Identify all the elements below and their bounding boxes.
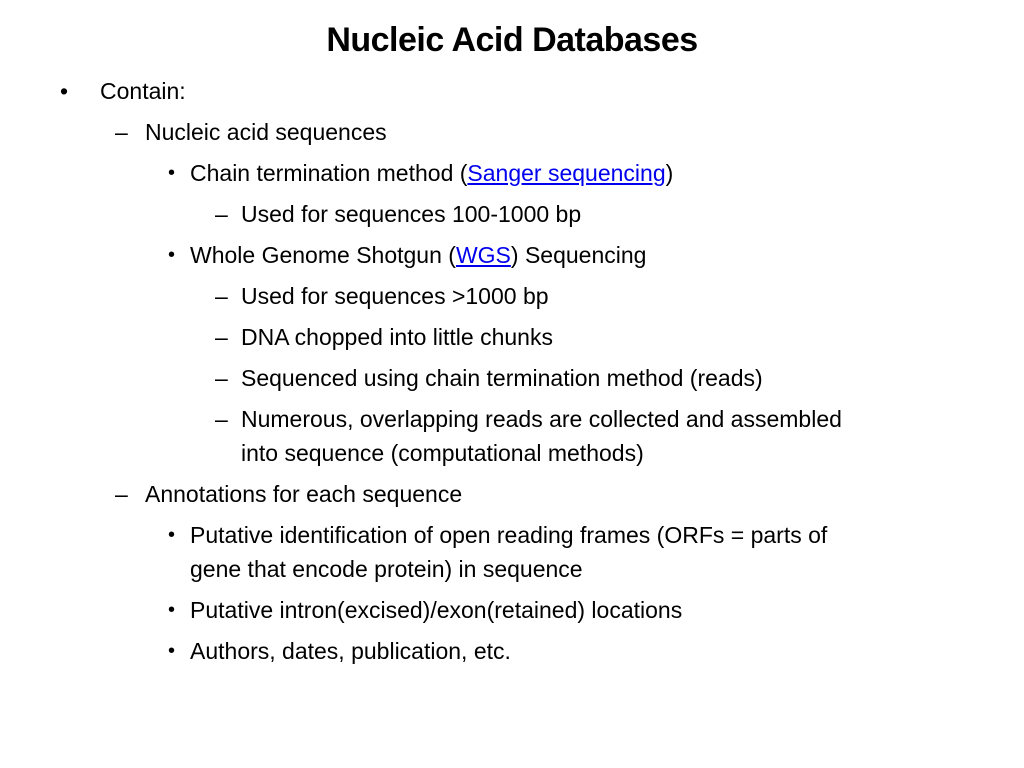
bullet-used-100-1000 (215, 197, 582, 231)
bullet-text-line2: into sequence (computational methods) (241, 440, 644, 466)
bullet-marker: • (60, 78, 69, 104)
bullet-text-prefix: Whole Genome Shotgun ( (190, 242, 456, 268)
sanger-sequencing-link[interactable]: Sanger sequencing (467, 160, 666, 186)
slide-title: Nucleic Acid Databases (326, 21, 698, 59)
bullet-text-line1: Putative identification of open reading frames (ORFs = parts of (190, 522, 828, 548)
bullet-text-suffix: ) (665, 160, 674, 186)
bullet-text-line1: Numerous, overlapping reads are collected and assembled (241, 406, 842, 432)
bullet-text: Used for sequences 100-1000 bp (241, 201, 582, 227)
bullet-text-prefix: Chain termination method ( (190, 160, 468, 186)
bullet-marker: • (168, 640, 176, 662)
bullet-authors (168, 634, 511, 668)
bullet-putative-orfs (168, 518, 828, 586)
bullet-text-suffix: ) Sequencing (510, 242, 647, 268)
bullet-marker: • (168, 599, 176, 621)
wgs-link[interactable]: WGS (455, 242, 511, 268)
bullet-sequenced-using (215, 361, 763, 395)
dash-marker: – (115, 481, 128, 507)
bullet-text: Contain: (100, 78, 186, 104)
dash-marker: – (215, 365, 228, 391)
bullet-chain-termination (168, 156, 674, 190)
dash-marker: – (215, 283, 228, 309)
bullet-dna-chopped (215, 320, 553, 354)
bullet-marker: • (168, 524, 176, 546)
dash-marker: – (215, 406, 228, 432)
bullet-marker: • (168, 244, 176, 266)
bullet-text: Annotations for each sequence (145, 481, 463, 507)
bullet-text: DNA chopped into little chunks (241, 324, 553, 350)
bullet-marker: • (168, 162, 176, 184)
bullet-wgs (168, 238, 647, 272)
bullet-putative-intron (168, 593, 683, 627)
bullet-used-1000 (215, 279, 549, 313)
bullet-text: Sequenced using chain termination method (reads) (241, 365, 763, 391)
bullet-text: Nucleic acid sequences (145, 119, 387, 145)
bullet-contain (60, 74, 186, 108)
dash-marker: – (115, 119, 128, 145)
bullet-numerous-reads (215, 402, 842, 470)
bullet-text: Used for sequences >1000 bp (241, 283, 549, 309)
dash-marker: – (215, 201, 228, 227)
dash-marker: – (215, 324, 228, 350)
bullet-annotations (115, 477, 463, 511)
bullet-text: Authors, dates, publication, etc. (190, 638, 511, 664)
bullet-text-line2: gene that encode protein) in sequence (190, 556, 583, 582)
bullet-nucleic-sequences (115, 115, 387, 149)
bullet-text: Putative intron(excised)/exon(retained) locations (190, 597, 683, 623)
